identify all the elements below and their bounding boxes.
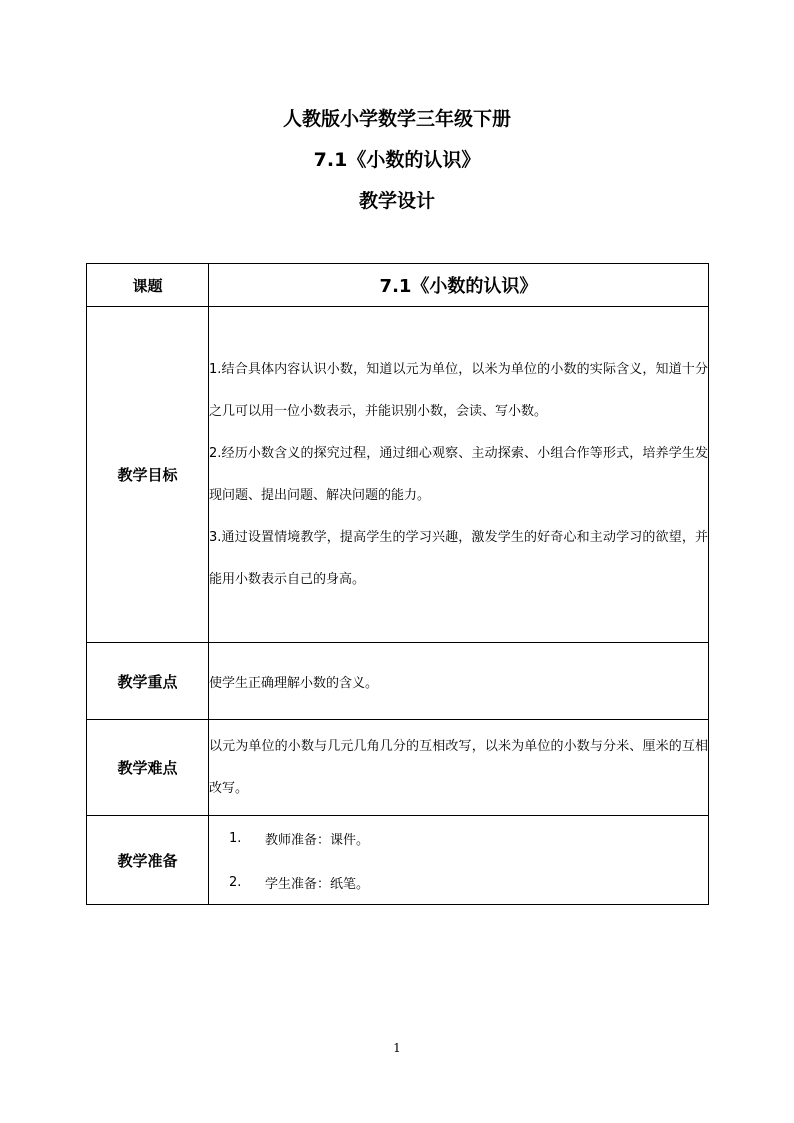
topic-label: 课题 <box>87 264 209 307</box>
preparation-content <box>209 816 709 905</box>
preparation-item <box>209 860 708 904</box>
preparation-label: 教学准备 <box>87 816 209 905</box>
topic-value: 7.1《小数的认识》 <box>209 264 709 307</box>
title-line-type: 教学设计 <box>358 190 435 212</box>
objectives-row <box>87 307 709 643</box>
preparation-row <box>87 816 709 905</box>
topic-row <box>87 264 709 307</box>
difficulties-label: 教学难点 <box>87 720 209 816</box>
objectives-content <box>209 307 709 643</box>
preparation-item-number: 2. <box>229 874 242 890</box>
lesson-plan-table <box>86 263 709 905</box>
objective-item: 1.结合具体内容认识小数，知道以元为单位，以米为单位的小数的实际含义，知道十分之几可以用一位小数表示，并能识别小数，会读、写小数。 <box>209 361 708 419</box>
objective-item: 3.通过设置情境教学，提高学生的学习兴趣，激发学生的好奇心和主动学习的欲望，并能用小数表示自己的身高。 <box>209 529 708 587</box>
preparation-item-number: 1. <box>229 830 242 846</box>
key-points-text: 使学生正确理解小数的含义。 <box>209 643 709 720</box>
title-line-lesson: 7.1《小数的认识》 <box>313 149 481 171</box>
page-number: 1 <box>393 1041 401 1055</box>
difficulties-text: 以元为单位的小数与几元几角几分的互相改写，以米为单位的小数与分米、厘米的互相改写。 <box>209 738 708 796</box>
key-points-label: 教学重点 <box>87 643 209 720</box>
preparation-item-text: 学生准备：纸笔。 <box>265 876 370 892</box>
preparation-item-text: 教师准备：课件。 <box>265 832 370 848</box>
preparation-item <box>209 816 708 860</box>
title-line-grade: 人教版小学数学三年级下册 <box>282 108 511 130</box>
difficulties-content <box>209 720 709 816</box>
key-points-row <box>87 643 709 720</box>
objectives-label: 教学目标 <box>87 307 209 643</box>
document-title <box>0 104 794 227</box>
objective-item: 2.经历小数含义的探究过程，通过细心观察、主动探索、小组合作等形式，培养学生发现问题、提出问题、解决问题的能力。 <box>209 445 708 503</box>
difficulties-row <box>87 720 709 816</box>
